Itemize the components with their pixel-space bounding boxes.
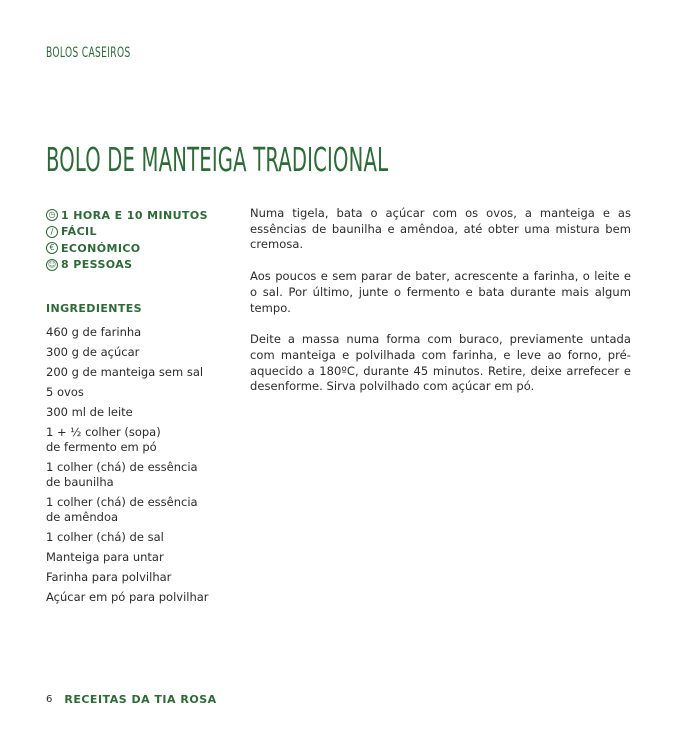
ingredient-item: Farinha para polvilhar xyxy=(46,570,172,584)
preparation-steps xyxy=(250,206,631,411)
ingredient-item: Açúcar em pó para polvilhar xyxy=(46,590,209,604)
meta-difficulty-text: FÁCIL xyxy=(61,225,97,239)
meta-cost-text: ECONÓMICO xyxy=(61,241,141,255)
meta-time-text: 1 HORA E 10 MINUTOS xyxy=(61,208,208,222)
meta-servings xyxy=(46,257,236,274)
ingredients-heading: INGREDIENTES xyxy=(46,302,142,315)
meta-difficulty xyxy=(46,224,236,241)
recipe-title: BOLO DE MANTEIGA TRADICIONAL xyxy=(46,140,389,179)
step-paragraph: Numa tigela, bata o açúcar com os ovos, a manteiga e as essências de baunilha e amêndoa, até obter uma mistura bem cremosa. xyxy=(250,206,631,252)
ingredient-item: 1 colher (chá) de essência de baunilha xyxy=(46,460,198,489)
section-label: BOLOS CASEIROS xyxy=(46,45,131,61)
clock-icon: ◷ xyxy=(46,209,58,221)
euro-icon: € xyxy=(46,242,58,254)
ingredient-item: 300 g de açúcar xyxy=(46,345,140,359)
ingredient-item: 5 ovos xyxy=(46,385,84,399)
ingredient-item: 300 ml de leite xyxy=(46,405,133,419)
ingredient-item: 460 g de farinha xyxy=(46,325,142,339)
ingredient-item: Manteiga para untar xyxy=(46,550,164,564)
book-title: RECEITAS DA TIA ROSA xyxy=(64,693,217,706)
ingredient-item: 1 + ½ colher (sopa) de fermento em pó xyxy=(46,425,161,454)
smiley-icon: ☺ xyxy=(47,259,57,269)
step-paragraph: Aos poucos e sem parar de bater, acrescente a farinha, o leite e o sal. Por último, junte o fermento e bata durante mais algum tempo. xyxy=(250,269,631,315)
ingredient-item: 1 colher (chá) de essência de amêndoa xyxy=(46,495,198,524)
ingredients-list xyxy=(46,325,246,610)
page-number: 6 xyxy=(46,694,53,705)
meta-servings-text: 8 PESSOAS xyxy=(61,258,133,272)
ingredient-item: 1 colher (chá) de sal xyxy=(46,530,164,544)
meta-time xyxy=(46,207,236,224)
meta-cost xyxy=(46,240,236,257)
page-footer xyxy=(46,693,217,706)
ingredient-item: 200 g de manteiga sem sal xyxy=(46,365,204,379)
whisk-icon: ∕ xyxy=(46,226,58,238)
recipe-meta xyxy=(46,207,236,273)
step-paragraph: Deite a massa numa forma com buraco, previamente untada com manteiga e polvilhada com farinha, e leve ao forno, pré-aquecido a 180ºC, durante 45 minutos. Retire, deixe arrefecer e desenforme. Sirva polvilhado com açúcar em pó. xyxy=(250,332,631,394)
